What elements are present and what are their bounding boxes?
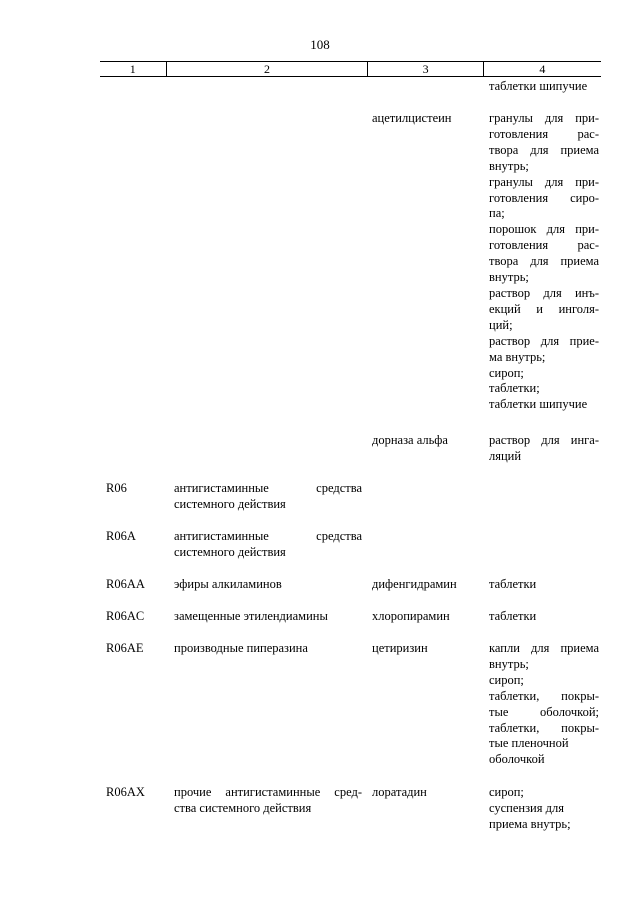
cell-line: ций;	[489, 317, 513, 332]
cell-c2	[174, 529, 362, 561]
cell-line: таблетки, покры-	[489, 688, 599, 703]
cell-c4	[489, 641, 599, 768]
cell-line: готовления рас-	[489, 238, 599, 253]
cell-c3: хлоропирамин	[372, 609, 450, 623]
cell-line: приема внутрь;	[489, 816, 571, 831]
cell-line: порошок для при-	[489, 222, 599, 237]
cell-line: системного действия	[174, 496, 286, 511]
cell-line: твора для приема	[489, 254, 599, 269]
cell-line: замещенные этилендиамины	[174, 609, 328, 623]
cell-c2	[174, 785, 362, 817]
cell-line: внутрь;	[489, 270, 529, 285]
cell-line: гранулы для при-	[489, 174, 599, 189]
cell-line: тые оболочкой;	[489, 704, 599, 719]
cell-line: таблетки шипучие	[489, 79, 588, 93]
cell-line: внутрь;	[489, 158, 529, 173]
cell-line: раствор для прие-	[489, 333, 599, 348]
cell-c1: R06	[106, 481, 127, 495]
cell-c2	[174, 481, 362, 513]
cell-line: капли для приема	[489, 641, 599, 655]
cell-line: таблетки;	[489, 381, 540, 396]
cell-line: антигистаминные средства	[174, 529, 362, 543]
header-col-3: 3	[368, 62, 483, 76]
header-col-2: 2	[167, 62, 369, 76]
table-header	[100, 61, 601, 77]
cell-c4	[489, 785, 599, 833]
cell-c2	[174, 577, 362, 593]
cell-line: антигистаминные средства	[174, 481, 362, 495]
cell-line: тые пленочной	[489, 736, 569, 751]
cell-line: готовления сиро-	[489, 190, 599, 205]
cell-c1: R06A	[106, 529, 136, 543]
header-col-1: 1	[100, 62, 167, 76]
cell-line: ства системного действия	[174, 800, 312, 815]
cell-line: таблетки шипучие	[489, 397, 588, 412]
cell-line: екций и инголя-	[489, 301, 599, 316]
cell-line: твора для приема	[489, 142, 599, 157]
cell-line: сироп;	[489, 785, 524, 799]
cell-line: таблетки	[489, 577, 537, 591]
cell-line: прочие антигистаминные сред-	[174, 785, 362, 799]
cell-line: ма внутрь;	[489, 349, 546, 364]
cell-line: раствор для инъ-	[489, 285, 599, 300]
cell-c3: ацетилцистеин	[372, 111, 452, 125]
cell-c4	[489, 79, 599, 95]
page-number: 108	[310, 37, 330, 52]
cell-line: эфиры алкиламинов	[174, 577, 282, 591]
cell-line: производные пиперазина	[174, 641, 308, 655]
cell-c4	[489, 577, 599, 593]
cell-line: внутрь;	[489, 656, 529, 671]
cell-c3: дорназа альфа	[372, 433, 448, 447]
cell-c4	[489, 433, 599, 465]
cell-c3: цетиризин	[372, 641, 428, 655]
cell-c3: лоратадин	[372, 785, 427, 799]
cell-line: таблетки, покры-	[489, 720, 599, 735]
cell-c1: R06AX	[106, 785, 145, 799]
cell-line: системного действия	[174, 544, 286, 559]
cell-c2	[174, 641, 362, 657]
cell-line: раствор для инга-	[489, 433, 599, 447]
header-col-4: 4	[539, 62, 546, 76]
cell-line: ляций	[489, 448, 522, 463]
cell-c1: R06AC	[106, 609, 145, 623]
cell-line: сироп;	[489, 365, 524, 380]
cell-c4	[489, 111, 599, 413]
cell-line: готовления рас-	[489, 126, 599, 141]
cell-line: суспензия для	[489, 800, 564, 815]
cell-c1: R06AE	[106, 641, 144, 655]
cell-line: па;	[489, 206, 505, 221]
cell-line: оболочкой	[489, 752, 545, 767]
cell-c1: R06AA	[106, 577, 145, 591]
cell-line: гранулы для при-	[489, 111, 599, 125]
cell-c4	[489, 609, 599, 625]
cell-c2	[174, 609, 362, 625]
cell-line: сироп;	[489, 672, 524, 687]
cell-line: таблетки	[489, 609, 537, 623]
cell-c3: дифенгидрамин	[372, 577, 457, 591]
